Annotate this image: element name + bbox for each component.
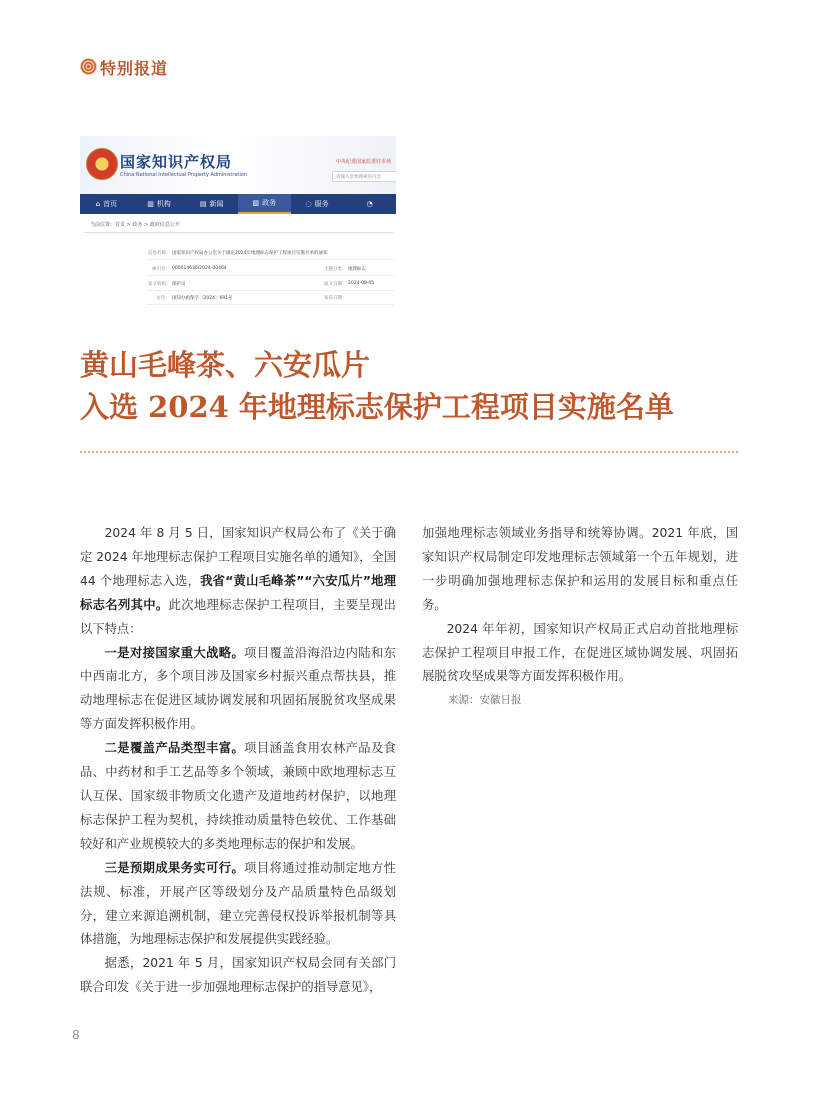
info-docno-label: 文号： xyxy=(156,296,170,301)
paragraph xyxy=(80,737,396,857)
info-name-value: 国家知识产权局办公室关于确定2024年地理标志保护工程项目实施名单的通知 xyxy=(172,251,328,256)
info-issuer-value: 保护司 xyxy=(172,282,186,287)
site-nav-home[interactable] xyxy=(80,194,133,214)
paragraph xyxy=(80,642,396,738)
site-breadcrumb: 当前位置：首页 > 政务 > 政府信息公开 xyxy=(90,222,180,228)
info-topic-value: 地理标志 xyxy=(348,267,366,272)
site-nav-gov-affairs[interactable] xyxy=(238,194,291,214)
national-emblem-icon xyxy=(86,148,118,180)
section-logo-icon xyxy=(80,58,97,75)
section-title: 特别报道 xyxy=(100,59,169,78)
info-pubdate-label: 发布日期： xyxy=(324,296,347,301)
paragraph xyxy=(80,857,396,953)
info-index-value: 000014636/2024-00464 xyxy=(172,266,227,271)
text: 项目将通过推动制定地方性法规、标准，开展产区等级划分及产品质量特色品级划分，建立来源追溯机制，建立完善侵权投诉举报机制等具体措施，为地理标志保护和发展提供实践经验。 xyxy=(80,860,396,947)
info-docno-value: 国知办函保字〔2024〕691号 xyxy=(172,296,233,301)
text: 据悉，2021 年 5 月，国家知识产权局会同有关部门联合印发《关于进一步加强地理标志保护的指导意见》， xyxy=(80,956,396,995)
point-heading: 二是覆盖产品类型丰富。 xyxy=(104,741,245,756)
text: 项目涵盖食用农林产品及食品、中药材和手工艺品等多个领域，兼顾中欧地理标志互认互保、国家级非物质文化遗产及道地药材保护，以地理标志保护工程为契机，持续推动质量特色较优、工作基础较好和产业规模较大的多类地理标志的保护和发展。 xyxy=(80,741,396,851)
site-org-name-en: China National Intellectual Property Administration xyxy=(120,172,248,178)
nav-label: 新闻 xyxy=(209,200,224,208)
site-nav xyxy=(80,194,396,214)
nav-label: 政务 xyxy=(262,199,277,207)
text: 2024 年年初，国家知识产权局正式启动首批地理标志保护工程项目申报工作，在促进区域协调发展、巩固拓展脱贫攻坚成果等方面发挥积极作用。 xyxy=(422,621,738,684)
info-topic-label: 主题分类： xyxy=(324,267,347,272)
info-date-label: 成文日期： xyxy=(324,282,347,287)
site-nav-org[interactable] xyxy=(133,194,186,214)
site-org-name: 国家知识产权局 xyxy=(120,153,233,171)
info-issuer-label: 发文机构： xyxy=(148,282,171,287)
site-header xyxy=(80,136,396,194)
page-number: 8 xyxy=(72,1028,80,1042)
headline-line-2: 入选 2024 年地理标志保护工程项目实施名单 xyxy=(80,390,674,424)
nav-label: 首页 xyxy=(103,200,118,208)
document-icon: ▧ xyxy=(252,199,260,207)
text: 加强地理标志领域业务指导和统筹协调。2021 年底，国家知识产权局制定印发地理标志领域第一个五年规划，进一步明确加强地理标志保护和运用的发展目标和重点任务。 xyxy=(422,526,738,612)
paragraph xyxy=(80,522,396,642)
building-icon: ▥ xyxy=(147,200,154,208)
article-column-right xyxy=(422,522,738,711)
article-source: 来源：安徽日报 xyxy=(448,694,522,707)
article-column-left xyxy=(80,522,396,1000)
paragraph xyxy=(422,618,738,690)
info-index-label: 索引号： xyxy=(152,267,170,272)
paragraph xyxy=(422,522,738,618)
cnipa-website-screenshot xyxy=(80,136,396,316)
site-center-link[interactable]: 中央纪委国家监委驻市场 xyxy=(336,159,392,165)
point-heading: 三是预期成果务实可行。 xyxy=(104,860,245,875)
nav-label: 机构 xyxy=(156,200,171,208)
divider xyxy=(84,232,394,233)
home-icon: ⌂ xyxy=(95,200,101,208)
paragraph xyxy=(80,952,396,1000)
text: 2024 年 8 月 5 日，国家知识产权局公布了《关于确定 2024 年地理标志保护工程项目实施名单的通知》，全国 44 个地理标志入选， xyxy=(80,526,396,588)
site-nav-news[interactable] xyxy=(185,194,238,214)
emphasis: 我省“黄山毛峰茶”“六安瓜片”地理标志名列其中。 xyxy=(80,573,396,612)
text: 此次地理标志保护工程项目，主要呈现出以下特点： xyxy=(80,597,396,636)
info-date-value: 2024-08-05 xyxy=(348,281,375,286)
info-name-label: 信息名称： xyxy=(148,251,171,256)
dotted-divider xyxy=(80,451,738,453)
clock-icon: ◔ xyxy=(366,200,373,208)
site-search-input[interactable]: 请输入您要搜索的内容 xyxy=(332,171,396,182)
headline-line-1: 黄山毛峰茶、六安瓜片 xyxy=(80,348,371,382)
site-nav-more[interactable] xyxy=(343,194,396,214)
point-heading: 一是对接国家重大战略。 xyxy=(104,645,245,660)
nav-label: 服务 xyxy=(314,200,329,208)
service-icon: ◌ xyxy=(305,200,312,208)
news-icon: ▤ xyxy=(199,200,207,208)
site-nav-service[interactable] xyxy=(291,194,344,214)
text: 项目覆盖沿海沿边内陆和东中西南北方，多个项目涉及国家乡村振兴重点帮扶县，推动地理标志在促进区域协调发展和巩固拓展脱贫攻坚成果等方面发挥积极作用。 xyxy=(80,645,396,732)
